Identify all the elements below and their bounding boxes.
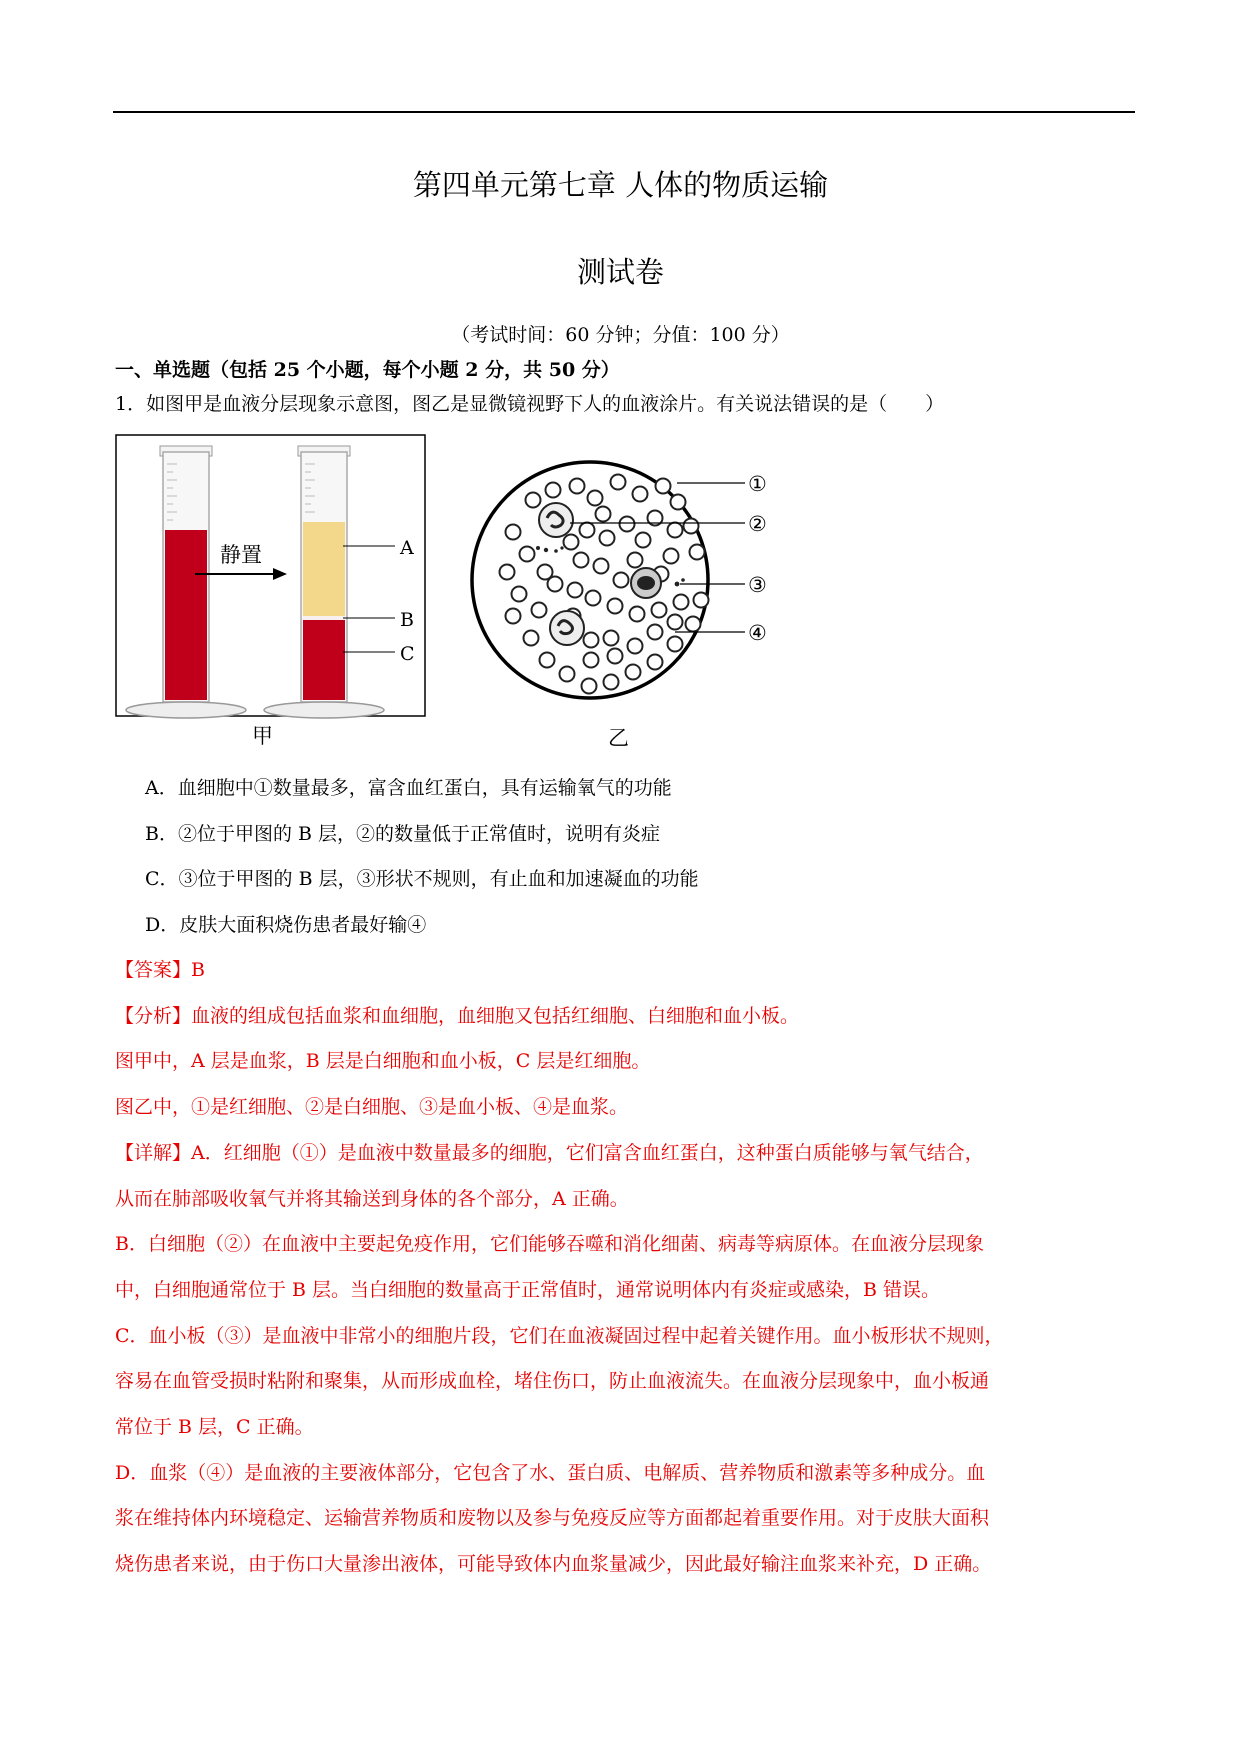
section-heading: 一、单选题（包括 25 个小题，每个小题 2 分，共 50 分） — [115, 359, 620, 381]
red-blood-cell — [600, 531, 615, 546]
red-blood-cell — [596, 507, 611, 522]
whole-blood — [165, 530, 207, 700]
red-blood-cell — [546, 483, 561, 498]
detail-line: D．血浆（④）是血液的主要液体部分，它包含了水、蛋白质、电解质、营养物质和激素等多种成分。血 — [115, 1462, 986, 1484]
red-blood-cell — [668, 615, 683, 630]
red-blood-cell — [588, 491, 603, 506]
red-blood-cell — [574, 553, 589, 568]
option-a: A．血细胞中①数量最多，富含血红蛋白，具有运输氧气的功能 — [145, 777, 672, 799]
red-blood-cell — [648, 625, 663, 640]
red-blood-cell — [582, 679, 597, 694]
analysis-line: 【分析】血液的组成包括血浆和血细胞，血细胞又包括红细胞、白细胞和血小板。 — [115, 1005, 800, 1027]
buffy-layer — [303, 616, 345, 620]
plasma-layer — [303, 522, 345, 616]
layer-label-c: C — [400, 643, 415, 665]
analysis-line: 图甲中，A 层是血浆，B 层是白细胞和血小板，C 层是红细胞。 — [115, 1050, 651, 1072]
cylinder-unsettled — [126, 446, 246, 718]
detail-line: 从而在肺部吸收氧气并将其输送到身体的各个部分，A 正确。 — [115, 1188, 629, 1210]
red-blood-cell — [664, 549, 679, 564]
red-blood-cell — [570, 479, 585, 494]
analysis-line: 图乙中，①是红细胞、②是白细胞、③是血小板、④是血浆。 — [115, 1096, 629, 1118]
red-blood-cell — [584, 633, 599, 648]
red-blood-cell — [594, 559, 609, 574]
red-blood-cell — [526, 493, 541, 508]
detail-line: 容易在血管受损时粘附和聚集，从而形成血栓，堵住伤口，防止血液流失。在血液分层现象中，血小板通 — [115, 1370, 990, 1392]
red-blood-cell — [686, 617, 701, 632]
cell-label-4: ④ — [748, 621, 767, 645]
red-blood-cell — [656, 479, 671, 494]
detail-line: 浆在维持体内环境稳定、运输营养物质和废物以及参与免疫反应等方面都起着重要作用。对于皮肤大面积 — [115, 1507, 990, 1529]
red-blood-cell — [524, 631, 539, 646]
red-blood-cell — [532, 603, 547, 618]
red-blood-cell — [512, 587, 527, 602]
red-blood-cell — [564, 535, 579, 550]
cell-label-3: ③ — [748, 573, 767, 597]
red-blood-cell — [538, 565, 553, 580]
red-blood-cell — [611, 475, 626, 490]
option-d: D．皮肤大面积烧伤患者最好输④ — [145, 914, 427, 936]
caption-jia: 甲 — [252, 724, 273, 748]
red-blood-cell — [684, 519, 699, 534]
red-blood-cell — [520, 547, 535, 562]
detail-line: B．白细胞（②）在血液中主要起免疫作用，它们能够吞噬和消化细菌、病毒等病原体。在血液分层现象 — [115, 1233, 984, 1255]
red-blood-cell — [674, 595, 689, 610]
red-blood-cell — [540, 653, 555, 668]
option-c: C．③位于甲图的 B 层，③形状不规则，有止血和加速凝血的功能 — [145, 868, 699, 890]
cell-label-2: ② — [748, 512, 767, 536]
red-blood-cell — [584, 653, 599, 668]
red-blood-cell — [633, 487, 648, 502]
exam-info: （考试时间：60 分钟；分值：100 分） — [451, 324, 790, 346]
red-blood-cell — [671, 495, 686, 510]
arrow-label: 静置 — [220, 543, 262, 567]
red-blood-cell — [626, 665, 641, 680]
detail-line: 中，白细胞通常位于 B 层。当白细胞的数量高于正常值时，通常说明体内有炎症或感染，B 错误。 — [115, 1279, 941, 1301]
arrow-head-icon — [273, 568, 287, 580]
red-blood-cell — [636, 533, 651, 548]
question-text: 1．如图甲是血液分层现象示意图，图乙是显微镜视野下人的血液涂片。有关说法错误的是（ ） — [115, 393, 945, 415]
red-blood-cell — [614, 573, 629, 588]
white-blood-cell — [550, 611, 584, 645]
red-blood-cell — [628, 639, 643, 654]
red-blood-cell — [668, 523, 683, 538]
red-blood-cell — [608, 599, 623, 614]
caption-yi: 乙 — [608, 726, 629, 750]
red-blood-cell — [630, 607, 645, 622]
red-blood-cell — [500, 565, 515, 580]
red-blood-cell — [690, 545, 705, 560]
detail-line: 【详解】A．红细胞（①）是血液中数量最多的细胞，它们富含血红蛋白，这种蛋白质能够与氧气结合， — [115, 1142, 984, 1164]
detail-line: 常位于 B 层，C 正确。 — [115, 1416, 314, 1438]
red-blood-cell — [568, 583, 583, 598]
red-blood-cell — [604, 631, 619, 646]
red-blood-cell — [506, 525, 521, 540]
answer-line: 【答案】B — [115, 959, 205, 981]
question-figure — [115, 434, 815, 758]
rbc-layer — [303, 620, 345, 700]
red-blood-cell — [586, 591, 601, 606]
red-blood-cell — [668, 637, 683, 652]
option-b: B．②位于甲图的 B 层，②的数量低于正常值时，说明有炎症 — [145, 823, 661, 845]
cylinder-settled — [264, 446, 384, 718]
red-blood-cell — [580, 523, 595, 538]
red-blood-cell — [560, 667, 575, 682]
red-blood-cell — [608, 649, 623, 664]
red-blood-cell — [694, 593, 709, 608]
red-blood-cell — [652, 603, 667, 618]
detail-line: 烧伤患者来说，由于伤口大量渗出液体，可能导致体内血浆量减少，因此最好输注血浆来补充，D 正确。 — [115, 1553, 992, 1575]
red-blood-cell — [628, 553, 643, 568]
red-blood-cell — [620, 517, 635, 532]
page-subtitle: 测试卷 — [576, 255, 664, 289]
white-blood-cell — [539, 503, 573, 537]
red-blood-cell — [648, 655, 663, 670]
header-rule — [113, 111, 1135, 113]
layer-label-b: B — [400, 609, 414, 631]
red-blood-cell — [604, 675, 619, 690]
cell-label-1: ① — [748, 472, 767, 496]
detail-line: C．血小板（③）是血液中非常小的细胞片段，它们在血液凝固过程中起着关键作用。血小板形状不规则， — [115, 1325, 1004, 1347]
blood-figure — [115, 434, 815, 754]
white-blood-cell — [631, 568, 661, 598]
layer-label-a: A — [400, 537, 414, 559]
red-blood-cell — [506, 609, 521, 624]
page-title: 第四单元第七章 人体的物质运输 — [412, 168, 829, 202]
